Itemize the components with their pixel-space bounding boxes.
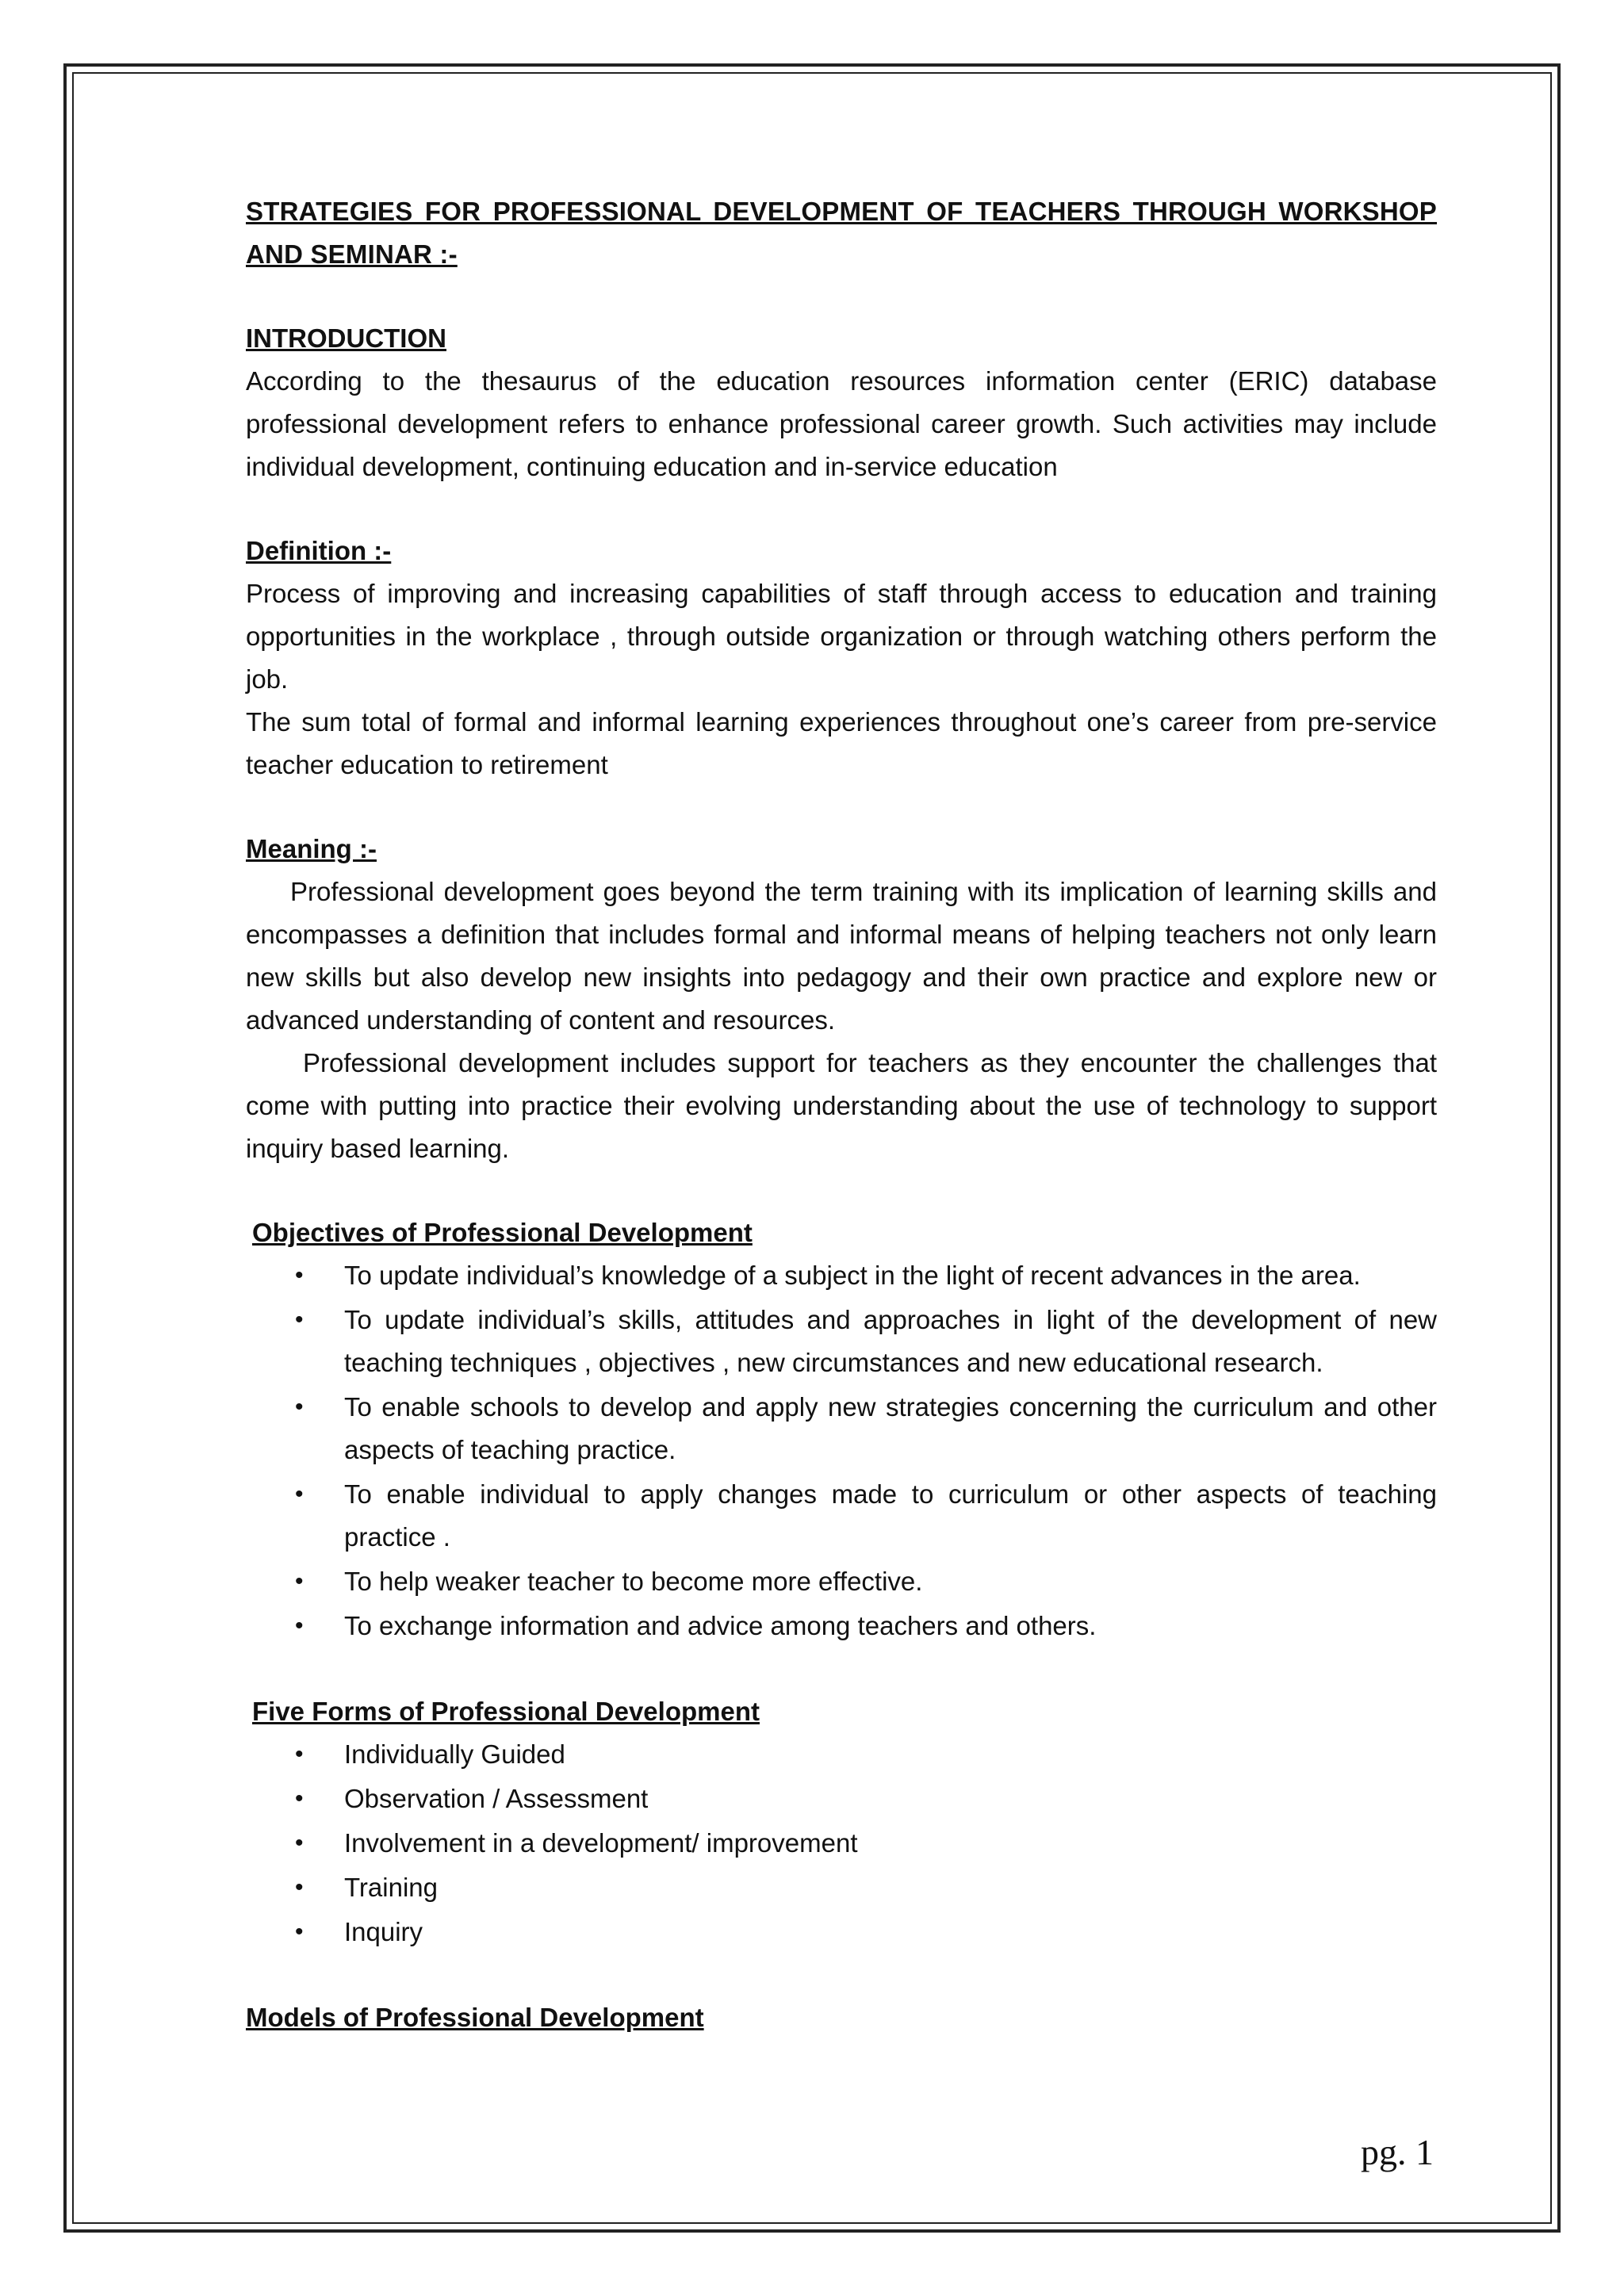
bullet-icon: • bbox=[295, 1874, 304, 1900]
definition-section bbox=[246, 530, 1437, 786]
five-forms-heading: Five Forms of Professional Development bbox=[252, 1697, 760, 1726]
list-item: • Training bbox=[246, 1866, 1437, 1909]
five-forms-section bbox=[246, 1690, 1437, 1954]
document-body bbox=[246, 190, 1437, 2039]
list-item: • To enable schools to develop and apply new strategies concerning the curriculum and other aspects of teaching practice. bbox=[246, 1386, 1437, 1471]
list-item: • To enable individual to apply changes made to curriculum or other aspects of teaching practice . bbox=[246, 1473, 1437, 1559]
meaning-text-2: Professional development includes support for teachers as they encounter the challenges that come with putting into practice their evolving understanding about the use of technology to support inquiry based learning. bbox=[246, 1048, 1437, 1163]
document-title: STRATEGIES FOR PROFESSIONAL DEVELOPMENT OF TEACHERS THROUGH WORKSHOP AND SEMINAR :- bbox=[246, 197, 1437, 269]
list-item: • Involvement in a development/ improvement bbox=[246, 1822, 1437, 1865]
page-number: pg. 1 bbox=[1361, 2132, 1434, 2172]
bullet-icon: • bbox=[295, 1830, 304, 1856]
models-heading: Models of Professional Development bbox=[246, 2003, 704, 2032]
list-item: • Inquiry bbox=[246, 1911, 1437, 1954]
bullet-icon: • bbox=[295, 1262, 304, 1288]
list-item: • To help weaker teacher to become more effective. bbox=[246, 1560, 1437, 1603]
bullet-icon: • bbox=[295, 1741, 304, 1767]
bullet-icon: • bbox=[295, 1613, 304, 1639]
list-item: • Individually Guided bbox=[246, 1733, 1437, 1776]
meaning-section bbox=[246, 828, 1437, 1170]
introduction-section bbox=[246, 317, 1437, 488]
objectives-heading: Objectives of Professional Development bbox=[252, 1218, 753, 1247]
bullet-icon: • bbox=[295, 1481, 304, 1507]
definition-heading: Definition :- bbox=[246, 536, 392, 565]
bullet-icon: • bbox=[295, 1394, 304, 1420]
objectives-section bbox=[246, 1211, 1437, 1647]
definition-text-1: Process of improving and increasing capabilities of staff through access to education and training opportunities in the workplace , through outside organization or through watching others perform the job. bbox=[246, 579, 1437, 694]
bullet-icon: • bbox=[295, 1307, 304, 1333]
bullet-icon: • bbox=[295, 1919, 304, 1945]
models-section bbox=[246, 1996, 1437, 2039]
list-item: • Observation / Assessment bbox=[246, 1777, 1437, 1820]
introduction-heading: INTRODUCTION bbox=[246, 323, 446, 353]
meaning-text-1: Professional development goes beyond the term training with its implication of learning skills and encompasses a definition that includes formal and informal means of helping teachers not only learn new skills but also develop new insights into pedagogy and their own practice and explore new or advanced understanding of content and resources. bbox=[246, 877, 1437, 1035]
five-forms-list bbox=[246, 1733, 1437, 1954]
definition-text-2: The sum total of formal and informal learning experiences throughout one’s career from pre-service teacher education to retirement bbox=[246, 707, 1437, 779]
objectives-list bbox=[246, 1254, 1437, 1647]
list-item: • To exchange information and advice among teachers and others. bbox=[246, 1605, 1437, 1647]
meaning-heading: Meaning :- bbox=[246, 834, 377, 863]
introduction-text: According to the thesaurus of the education resources information center (ERIC) database professional development refers to enhance professional career growth. Such activities may include individual development, continuing education and in-service education bbox=[246, 366, 1437, 481]
list-item: • To update individual’s skills, attitudes and approaches in light of the development of new teaching techniques , objectives , new circumstances and new educational research. bbox=[246, 1299, 1437, 1384]
list-item: • To update individual’s knowledge of a subject in the light of recent advances in the area. bbox=[246, 1254, 1437, 1297]
bullet-icon: • bbox=[295, 1568, 304, 1594]
bullet-icon: • bbox=[295, 1785, 304, 1812]
